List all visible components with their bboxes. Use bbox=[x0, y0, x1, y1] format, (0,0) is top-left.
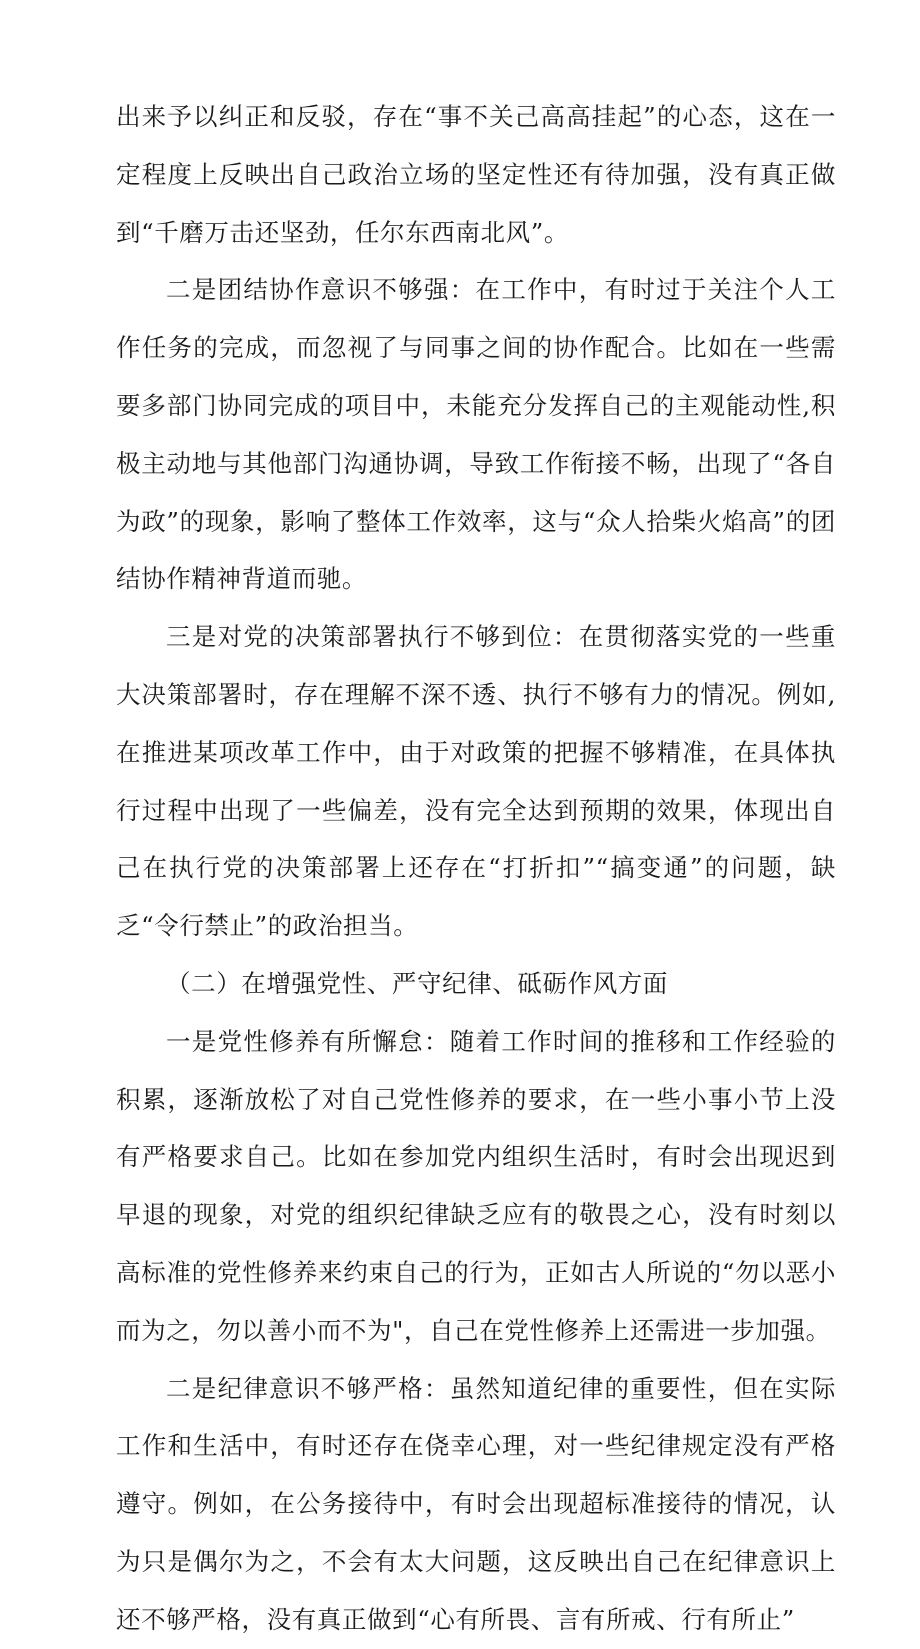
paragraph-continuation: 出来予以纠正和反驳，存在“事不关己高高挂起”的心态，这在一定程度上反映出自己政治立场的坚定性还有待加强，没有真正做到“千磨万击还坚劲，任尔东西南北风”。 bbox=[116, 102, 836, 247]
paragraph-execution: 三是对党的决策部署执行不够到位：在贯彻落实党的一些重大决策部署时，存在理解不深不透、执行不够有力的情况。例如,在推进某项改革工作中，由于对政策的把握不够精准，在具体执行过程中出现了一些偏差，没有完全达到预期的效果，体现出自己在执行党的决策部署上还存在“打折扣”“搞变通”的问题，缺乏“令行禁止”的政治担当。 bbox=[116, 622, 836, 941]
paragraph-discipline: 二是纪律意识不够严格：虽然知道纪律的重要性，但在实际工作和生活中，有时还存在侥幸心理，对一些纪律规定没有严格遵守。例如，在公务接待中，有时会出现超标准接待的情况，认为只是偶尔为之，不会有太大问题，这反映出自己在纪律意识上还不够严格，没有真正做到“心有所畏、言有所戒、行有所止” bbox=[116, 1373, 836, 1634]
paragraph-teamwork: 二是团结协作意识不够强：在工作中，有时过于关注个人工作任务的完成，而忽视了与同事之间的协作配合。比如在一些需要多部门协同完成的项目中，未能充分发挥自己的主观能动性,积极主动地与其他部门沟通协调，导致工作衔接不畅，出现了“各自为政”的现象，影响了整体工作效率，这与“众人拾柴火焰高”的团结协作精神背道而驰。 bbox=[116, 275, 836, 594]
section-heading: （二）在增强党性、严守纪律、砥砺作风方面 bbox=[166, 968, 668, 998]
paragraph-party-spirit: 一是党性修养有所懈怠：随着工作时间的推移和工作经验的积累，逐渐放松了对自己党性修养的要求，在一些小事小节上没有严格要求自己。比如在参加党内组织生活时，有时会出现迟到早退的现象，对党的组织纪律缺乏应有的敬畏之心，没有时刻以高标准的党性修养来约束自己的行为，正如古人所说的“勿以恶小而为之，勿以善小而不为"，自己在党性修养上还需进一步加强。 bbox=[116, 1026, 836, 1345]
document-body bbox=[116, 88, 836, 1649]
